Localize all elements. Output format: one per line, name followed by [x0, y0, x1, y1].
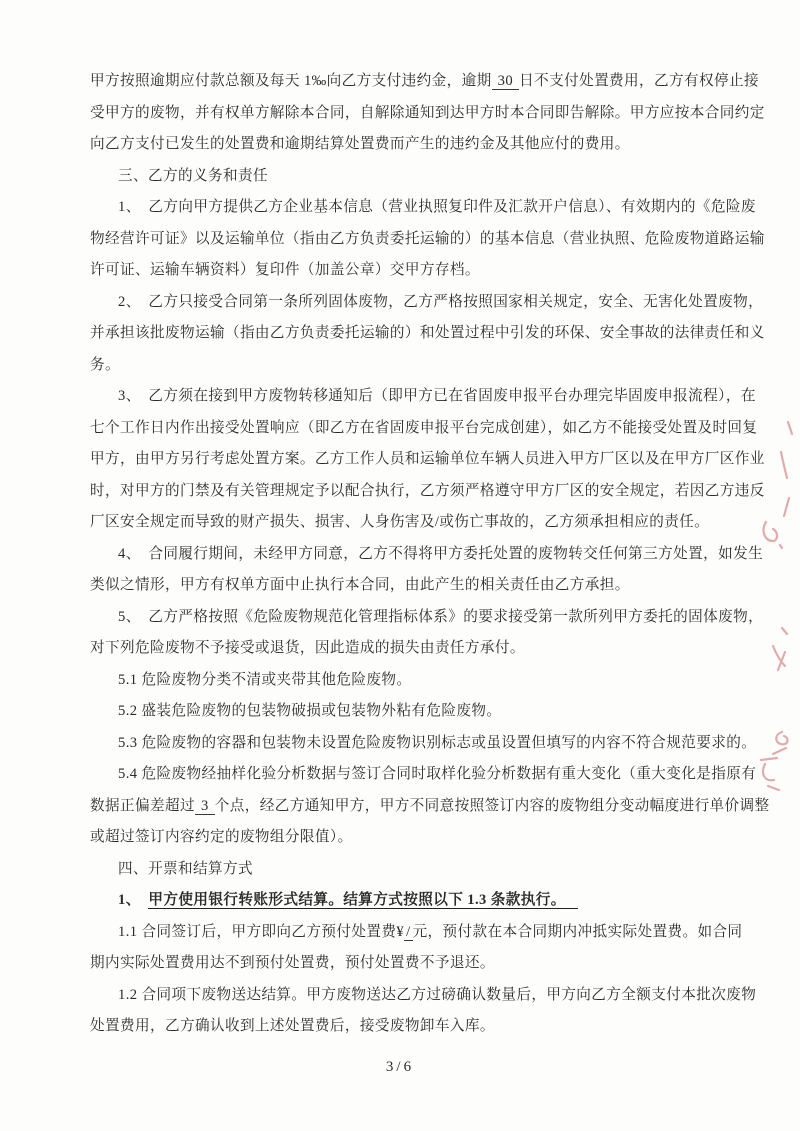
- text-line: [90, 854, 718, 886]
- text-segment: 四、开票和结算方式: [118, 860, 253, 877]
- text-segment: 1.2 合同项下废物送达结算。甲方废物送达乙方过磅确认数量后，甲方向乙方全额支付本批次废物: [118, 986, 757, 1003]
- text-segment: 物经营许可证》以及运输单位（指由乙方负责委托运输的）的基本信息（营业执照、危险废物道路运输: [90, 230, 765, 247]
- text-line: [90, 570, 718, 602]
- text-segment-u: 3: [196, 797, 213, 814]
- text-segment: 七个工作日内作出接受处置响应（即乙方在省固废申报平台完成创建），如乙方不能接受处置及时回复: [90, 419, 758, 436]
- text-segment: 元，预付款在本合同期内冲抵实际处置费。如合同: [412, 923, 743, 940]
- text-line: [90, 192, 756, 224]
- text-line: [90, 413, 758, 445]
- text-line: [90, 476, 765, 508]
- text-segment: 2、 乙方只接受合同第一条所列固体废物，乙方严格按照国家相关规定，安全、无害化处置废物，: [118, 293, 764, 310]
- text-segment: 1、 乙方向甲方提供乙方企业基本信息（营业执照复印件及汇款开户信息）、有效期内的《危险废: [118, 199, 756, 215]
- text-segment: 三、乙方的义务和责任: [118, 167, 268, 184]
- text-line: [90, 444, 765, 476]
- text-segment: 个点，经乙方通知甲方，甲方不同意按照签订内容的废物组分变动幅度进行单价调整: [214, 797, 770, 814]
- text-segment-u: 30: [493, 73, 518, 89]
- text-segment: 厂区安全规定而导致的财产损失、损害、人身伤害及/或伤亡事故的，乙方须承担相应的责任。: [90, 514, 710, 530]
- text-segment-u: /: [406, 923, 411, 940]
- text-segment: 许可证、运输车辆资料）复印件（加盖公章）交甲方存档。: [90, 262, 480, 278]
- text-segment: 务。: [90, 356, 120, 373]
- text-line: [90, 948, 718, 980]
- text-segment: 对下列危险废物不予接受或退货，因此造成的损失由责任方承付。: [90, 640, 525, 656]
- text-line: [90, 539, 764, 571]
- text-line: [90, 381, 756, 413]
- text-line: [90, 255, 718, 287]
- text-segment: 5.1 危险废物分类不清或夹带其他危险废物。: [118, 671, 412, 688]
- text-segment: 5.3 危险废物的容器和包装物未设置危险废物识别标志或虽设置但填写的内容不符合规范要求的。: [118, 734, 757, 751]
- text-line: [90, 665, 718, 697]
- document-lines: [90, 66, 770, 1043]
- text-line: [90, 759, 757, 791]
- text-line: [90, 633, 718, 665]
- text-line: [90, 980, 757, 1012]
- text-segment: 甲方，由甲方另行考虑处置方案。乙方工作人员和运输单位车辆人员进入甲方厂区以及在甲方厂区作业: [90, 451, 765, 467]
- text-segment: 并承担该批废物运输（指由乙方负责委托运输的）和处置过程中引发的环保、安全事故的法律责任和义: [90, 325, 765, 341]
- text-line: [90, 224, 765, 256]
- text-segment: 1.1 合同签订后，甲方即向乙方预付处置费¥: [118, 923, 405, 940]
- text-line: [90, 791, 770, 823]
- text-segment-bu: 甲方使用银行转账形式结算。结算方式按照以下 1.3 条款执行。: [148, 892, 577, 909]
- page-number: 3/6: [385, 1059, 415, 1075]
- text-line: [90, 318, 765, 350]
- text-segment: 日不支付处置费用，乙方有权停止接: [519, 73, 759, 89]
- text-segment: 时，对甲方的门禁及有关管理规定予以配合执行，乙方须严格遵守甲方厂区的安全规定，若因乙方违反: [90, 482, 765, 499]
- text-segment: 甲方按照逾期应付款总额及每天 1‰向乙方支付违约金，逾期: [90, 73, 492, 89]
- text-segment: 期内实际处置费用达不到预付处置费，预付处置费不予退还。: [90, 955, 495, 971]
- text-line: [90, 287, 764, 319]
- text-segment: 受甲方的废物，并有权单方解除本合同，自解除通知到达甲方时本合同即告解除。甲方应按本合同约定: [90, 104, 765, 121]
- text-segment: 5.2 盛装危险废物的包装物破损或包装物外粘有危险废物。: [118, 703, 502, 719]
- text-segment: 5.4 危险废物经抽样化验分析数据与签订合同时取样化验分析数据有重大变化（重大变化是指原有: [118, 766, 757, 782]
- text-line: [90, 822, 718, 854]
- text-line: [90, 885, 718, 917]
- text-line: [90, 507, 718, 539]
- text-segment: 4、 合同履行期间，未经甲方同意，乙方不得将甲方委托处置的废物转交任何第三方处置，如发生: [118, 545, 764, 562]
- text-line: [90, 161, 718, 193]
- text-line: [90, 129, 718, 161]
- text-line: [90, 1011, 718, 1043]
- text-line: [90, 350, 718, 382]
- text-segment: 或超过签订内容约定的废物组分限值）。: [90, 829, 353, 845]
- text-segment: 向乙方支付已发生的处置费和逾期结算处置费而产生的违约金及其他应付的费用。: [90, 136, 630, 152]
- text-segment: 5、 乙方严格按照《危险废物规范化管理指标体系》的要求接受第一款所列甲方委托的固体废物，: [118, 608, 764, 625]
- text-line: [90, 696, 718, 728]
- text-line: [90, 66, 759, 98]
- text-segment-b: 1、: [118, 892, 149, 908]
- text-segment: 3、 乙方须在接到甲方废物转移通知后（即甲方已在省固废申报平台办理完毕固废申报流程），在: [118, 388, 756, 404]
- text-segment: 处置费用，乙方确认收到上述处置费后，接受废物卸车入库。: [90, 1018, 495, 1034]
- text-line: [90, 917, 743, 949]
- text-segment: 类似之情形，甲方有权单方面中止执行本合同，由此产生的相关责任由乙方承担。: [90, 577, 630, 593]
- text-line: [90, 602, 764, 634]
- text-line: [90, 98, 765, 130]
- text-line: [90, 728, 757, 760]
- text-segment: 数据正偏差超过: [90, 797, 195, 814]
